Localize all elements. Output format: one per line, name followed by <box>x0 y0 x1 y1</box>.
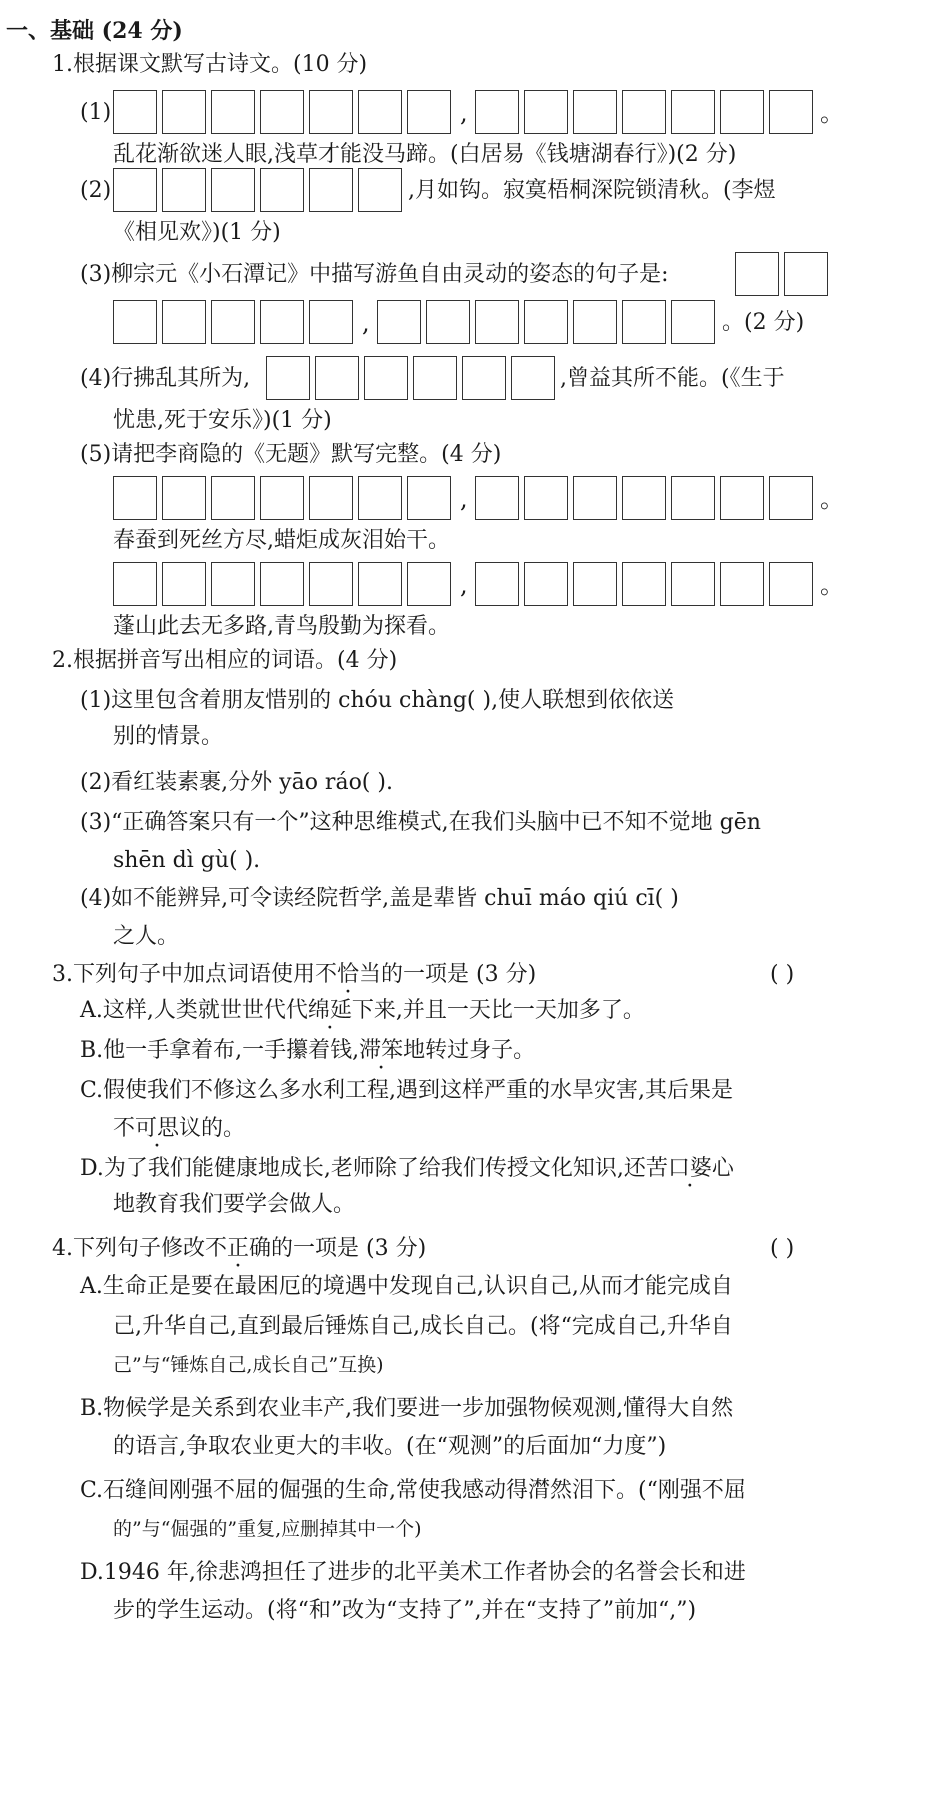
q2-item-3b: shēn dì gù( ). <box>113 848 261 873</box>
answer-cell[interactable] <box>377 300 421 344</box>
answer-cell[interactable] <box>511 356 555 400</box>
q2-item-3a: (3)“正确答案只有一个”这种思维模式,在我们头脑中已不知不觉地 gēn <box>80 810 761 835</box>
answer-cell[interactable] <box>211 168 255 212</box>
q3-stem-dotted: 不恰当 <box>315 962 382 987</box>
q1-3-answer-grid-b[interactable] <box>113 300 358 344</box>
q3-a-post: 下来,并且一天比一天加多了。 <box>351 998 645 1023</box>
q1-1-comma: , <box>460 99 468 127</box>
answer-cell[interactable] <box>113 90 157 134</box>
answer-cell[interactable] <box>358 168 402 212</box>
answer-cell[interactable] <box>426 300 470 344</box>
answer-cell[interactable] <box>266 356 310 400</box>
q1-3-answer-grid-a[interactable] <box>735 252 833 296</box>
q1-3-end: 。(2 分) <box>722 310 805 335</box>
answer-cell[interactable] <box>309 168 353 212</box>
answer-cell[interactable] <box>309 90 353 134</box>
q1-3-comma: , <box>362 309 370 337</box>
answer-cell[interactable] <box>573 90 617 134</box>
q3-option-c-line2 <box>113 1114 245 1144</box>
answer-cell[interactable] <box>211 562 255 606</box>
q1-2-answer-grid[interactable] <box>113 168 407 212</box>
answer-cell[interactable] <box>413 356 457 400</box>
answer-cell[interactable] <box>475 476 519 520</box>
answer-cell[interactable] <box>671 300 715 344</box>
q1-5-line2: 蓬山此去无多路,青鸟殷勤为探看。 <box>113 614 450 639</box>
q4-option-a-line1: A.生命正是要在最困厄的境遇中发现自己,认识自己,从而才能完成自 <box>80 1274 733 1299</box>
answer-cell[interactable] <box>671 90 715 134</box>
answer-cell[interactable] <box>260 90 304 134</box>
q2-item-4a: (4)如不能辨异,可令读经院哲学,盖是辈皆 chuī máo qiú cī( ) <box>80 886 679 911</box>
q2-item-1b: 别的情景。 <box>113 724 224 749</box>
answer-cell[interactable] <box>358 476 402 520</box>
answer-cell[interactable] <box>720 562 764 606</box>
answer-cell[interactable] <box>573 476 617 520</box>
answer-cell[interactable] <box>211 300 255 344</box>
answer-cell[interactable] <box>769 476 813 520</box>
answer-cell[interactable] <box>671 562 715 606</box>
q4-option-d-line2: 步的学生运动。(将“和”改为“支持了”,并在“支持了”前加“,”) <box>113 1598 697 1623</box>
answer-cell[interactable] <box>113 300 157 344</box>
answer-cell[interactable] <box>524 90 568 134</box>
q3-stem-post: 的一项是 (3 分) <box>381 962 537 987</box>
answer-cell[interactable] <box>622 90 666 134</box>
q4-option-b-line1: B.物候学是关系到农业丰产,我们要进一步加强物候观测,懂得大自然 <box>80 1396 734 1421</box>
q4-option-c-line1: C.石缝间刚强不屈的倔强的生命,常使我感动得潸然泪下。(“刚强不屈 <box>80 1478 746 1503</box>
q4-option-c-line2: 的”与“倔强的”重复,应删掉其中一个) <box>113 1518 422 1540</box>
q3-a-pre: A.这样,人类就世世代代 <box>80 998 308 1023</box>
q1-3-answer-grid-c[interactable] <box>377 300 720 344</box>
answer-cell[interactable] <box>769 90 813 134</box>
q4-stem-pre: 4.下列句子修改 <box>52 1236 205 1261</box>
q3-b-pre: B.他一手拿着布,一手攥着钱, <box>80 1038 360 1063</box>
q1-2-text: ,月如钩。寂寞梧桐深院锁清秋。(李煜 <box>408 178 776 203</box>
answer-cell[interactable] <box>260 562 304 606</box>
q1-1-answer-grid-a[interactable] <box>113 90 456 134</box>
q4-option-d-line1: D.1946 年,徐悲鸿担任了进步的北平美术工作者协会的名誉会长和进 <box>80 1560 746 1585</box>
answer-cell[interactable] <box>462 356 506 400</box>
q4-stem-post: 的一项是 (3 分) <box>271 1236 427 1261</box>
answer-cell[interactable] <box>113 562 157 606</box>
q1-5-answer-grid-c[interactable] <box>113 562 456 606</box>
q3-option-d-line1 <box>80 1154 734 1184</box>
answer-cell[interactable] <box>407 562 451 606</box>
q3-option-b <box>80 1036 535 1066</box>
answer-cell[interactable] <box>364 356 408 400</box>
q4-option-a-line3: 己”与“锤炼自己,成长自己”互换) <box>113 1354 384 1376</box>
answer-cell[interactable] <box>769 562 813 606</box>
answer-cell[interactable] <box>622 562 666 606</box>
q1-4-text2: 忧患,死于安乐》)(1 分) <box>113 408 332 433</box>
q3-stem-pre: 3.下列句子中加点词语使用 <box>52 962 315 987</box>
q1-5-answer-grid-b[interactable] <box>475 476 818 520</box>
answer-cell[interactable] <box>260 300 304 344</box>
q4-option-b-line2: 的语言,争取农业更大的丰收。(在“观测”的后面加“力度”) <box>113 1434 667 1459</box>
q1-3-text: (3)柳宗元《小石潭记》中描写游鱼自由灵动的姿态的句子是: <box>80 262 669 287</box>
q1-2-label: (2) <box>80 178 112 203</box>
question-4-stem <box>52 1234 426 1264</box>
q3-option-c-line1: C.假使我们不修这么多水利工程,遇到这样严重的水旱灾害,其后果是 <box>80 1078 734 1103</box>
q1-5-answer-grid-d[interactable] <box>475 562 818 606</box>
q1-4-label: (4)行拂乱其所为, <box>80 366 251 391</box>
answer-cell[interactable] <box>671 476 715 520</box>
answer-cell[interactable] <box>622 476 666 520</box>
q2-item-1a: (1)这里包含着朋友惜别的 chóu chàng( ),使人联想到依依送 <box>80 688 675 713</box>
answer-cell[interactable] <box>524 476 568 520</box>
answer-cell[interactable] <box>573 562 617 606</box>
answer-cell[interactable] <box>735 252 779 296</box>
answer-cell[interactable] <box>162 168 206 212</box>
answer-cell[interactable] <box>162 300 206 344</box>
answer-cell[interactable] <box>113 476 157 520</box>
answer-cell[interactable] <box>358 90 402 134</box>
q1-5-end1: 。 <box>820 485 844 513</box>
answer-cell[interactable] <box>211 476 255 520</box>
answer-cell[interactable] <box>162 476 206 520</box>
q1-5-comma2: , <box>460 571 468 599</box>
q4-option-a-line2: 己,升华自己,直到最后锤炼自己,成长自己。(将“完成自己,升华自 <box>113 1314 733 1339</box>
answer-cell[interactable] <box>720 476 764 520</box>
answer-cell[interactable] <box>113 168 157 212</box>
q3-option-a <box>80 996 645 1026</box>
answer-cell[interactable] <box>309 300 353 344</box>
q1-1-answer-grid-b[interactable] <box>475 90 818 134</box>
answer-cell[interactable] <box>162 562 206 606</box>
q3-d-dotted: 苦口婆心 <box>645 1156 734 1181</box>
q3-b-dotted: 滞笨 <box>359 1038 404 1063</box>
answer-cell[interactable] <box>162 90 206 134</box>
q1-5-text: (5)请把李商隐的《无题》默写完整。(4 分) <box>80 442 502 467</box>
q1-5-comma1: , <box>460 485 468 513</box>
q3-a-dotted: 绵延 <box>307 998 352 1023</box>
answer-cell[interactable] <box>407 90 451 134</box>
q1-4-text: ,曾益其所不能。(《生于 <box>560 366 785 391</box>
answer-cell[interactable] <box>573 300 617 344</box>
q1-5-answer-grid-a[interactable] <box>113 476 456 520</box>
answer-cell[interactable] <box>315 356 359 400</box>
q2-item-2: (2)看红装素裹,分外 yāo ráo( ). <box>80 770 393 795</box>
q4-stem-dotted: 不正确 <box>205 1236 272 1261</box>
section-title: 一、基础 (24 分) <box>6 18 183 44</box>
answer-cell[interactable] <box>475 562 519 606</box>
answer-cell[interactable] <box>407 476 451 520</box>
q3-option-d-line2: 地教育我们要学会做人。 <box>113 1192 356 1217</box>
q1-5-end2: 。 <box>820 571 844 599</box>
answer-cell[interactable] <box>260 168 304 212</box>
answer-cell[interactable] <box>524 562 568 606</box>
q1-1-text: 乱花渐欲迷人眼,浅草才能没马蹄。(白居易《钱塘湖春行》)(2 分) <box>113 142 737 167</box>
q1-2-text2: 《相见欢》)(1 分) <box>113 220 281 245</box>
answer-cell[interactable] <box>309 562 353 606</box>
answer-cell[interactable] <box>720 90 764 134</box>
q3-d-pre: D.为了我们能健康地成长,老师除了给我们传授文化知识,还 <box>80 1156 646 1181</box>
answer-cell[interactable] <box>309 476 353 520</box>
q2-item-4b: 之人。 <box>113 924 180 949</box>
answer-cell[interactable] <box>622 300 666 344</box>
answer-cell[interactable] <box>475 90 519 134</box>
q1-1-end: 。 <box>820 99 844 127</box>
question-2-stem: 2.根据拼音写出相应的词语。(4 分) <box>52 648 398 673</box>
q1-4-answer-grid[interactable] <box>266 356 560 400</box>
answer-cell[interactable] <box>211 90 255 134</box>
q3-b-post: 地转过身子。 <box>403 1038 536 1063</box>
q3-c-dotted: 不可思议 <box>113 1116 202 1141</box>
q4-answer-paren[interactable]: ( ) <box>770 1236 795 1261</box>
q1-1-label: (1) <box>80 100 112 125</box>
question-1-stem: 1.根据课文默写古诗文。(10 分) <box>52 52 368 77</box>
answer-cell[interactable] <box>475 300 519 344</box>
question-3-stem <box>52 960 536 990</box>
answer-cell[interactable] <box>358 562 402 606</box>
answer-cell[interactable] <box>260 476 304 520</box>
q3-answer-paren[interactable]: ( ) <box>770 962 795 987</box>
q3-c-post: 的。 <box>201 1116 246 1141</box>
q1-5-line1: 春蚕到死丝方尽,蜡炬成灰泪始干。 <box>113 528 450 553</box>
answer-cell[interactable] <box>524 300 568 344</box>
answer-cell[interactable] <box>784 252 828 296</box>
